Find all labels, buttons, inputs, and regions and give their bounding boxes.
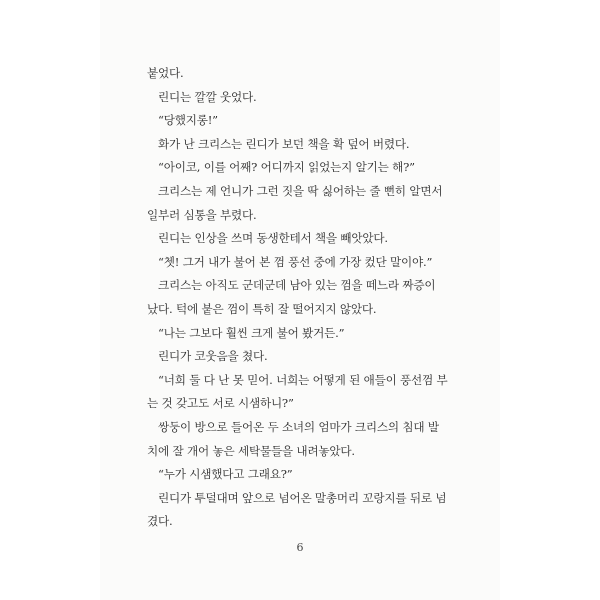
text-line: “너희 둘 다 난 못 믿어. 너희는 어떻게 된 애들이 풍선껌 부 — [158, 372, 448, 387]
text-line: “나는 그보다 훨씬 크게 불어 봤거든.” — [158, 325, 345, 340]
text-line: 화가 난 크리스는 린디가 보던 책을 확 덮어 버렸다. — [158, 136, 410, 151]
text-line: 일부러 심통을 부렸다. — [147, 207, 257, 222]
text-line: 겼다. — [147, 514, 173, 529]
text-line: 쌍둥이 방으로 들어온 두 소녀의 엄마가 크리스의 침대 발 — [158, 419, 439, 434]
text-line: “누가 시샘했다고 그래요?” — [158, 467, 293, 482]
text-line: 치에 잘 개어 놓은 세탁물들을 내려놓았다. — [147, 443, 355, 458]
text-line: 붙었다. — [147, 66, 184, 80]
text-line: 났다. 턱에 붙은 껌이 특히 잘 떨어지지 않았다. — [147, 301, 377, 316]
text-line: “아이코, 이를 어째? 어디까지 읽었는지 알기는 해?” — [158, 160, 415, 175]
page-number: 6 — [296, 541, 304, 554]
text-line: 크리스는 아직도 군데군데 남아 있는 껌을 떼느라 짜증이 — [158, 278, 436, 293]
text-line: 린디는 깔깔 웃었다. — [158, 89, 257, 104]
text-line: 는 것 갖고도 서로 시샘하니?” — [147, 396, 294, 411]
text-line: 린디는 인상을 쓰며 동생한테서 책을 빼앗았다. — [158, 231, 388, 246]
body-text — [147, 62, 459, 534]
text-line: 린디가 투덜대며 앞으로 넘어온 말총머리 꼬랑지를 뒤로 넘 — [158, 490, 447, 505]
text-line: “당했지롱!” — [158, 113, 218, 128]
text-line: 크리스는 제 언니가 그런 짓을 딱 싫어하는 줄 뻔히 알면서 — [158, 183, 443, 198]
text-line: “쳇! 그거 내가 불어 본 껌 풍선 중에 가장 컸단 말이야.” — [158, 254, 433, 269]
text-line: 린디가 코웃음을 쳤다. — [158, 349, 268, 364]
